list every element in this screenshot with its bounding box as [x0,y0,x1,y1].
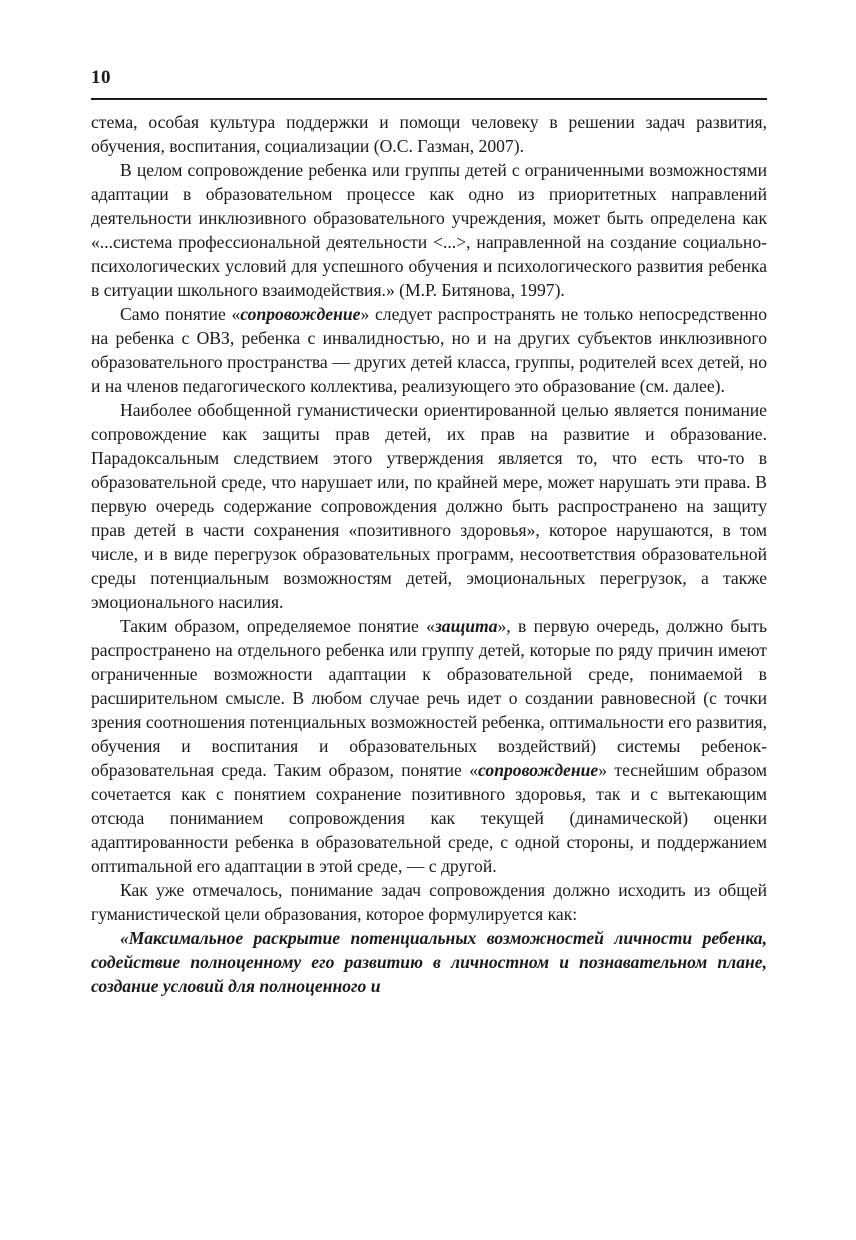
paragraph [91,614,767,878]
body-text [91,110,767,998]
paragraph [91,398,767,614]
text-run: В целом сопровождение ребенка или группы детей с ограниченными возможностями адаптации в образовательном процессе как одно из приоритетных направлений деятельности инклюзивного образовательного учреждения, может быть определена как «...система профессиональной деятельности <...>, направленной на создание социально-психологических условий для успешного обучения и психологического развития ребенка в ситуации школьного взаимодействия.» (М.Р. Битянова, 1997). [91,160,767,300]
text-run: » теснейшим образом сочетается как с понятием сохранение позитивного здоровья, так и с вытекающим отсюда пониманием сопровождения как текущей (динамической) оценки адаптированности ребенка в образовательной среде, с одной стороны, и поддержанием оптиmальной его адаптации в этой среде, — с другой. [91,760,768,876]
paragraph [91,926,767,998]
paragraph [91,302,767,398]
header-rule [91,98,767,100]
book-page [91,66,767,998]
paragraph [91,878,767,926]
text-run: » следует распространять не только непосредственно на ребенка с ОВЗ, ребенка с инвалидностью, но и на других субъектов инклюзивного образовательного пространства — других детей класса, группы, родителей всех детей, но и на членов педагогического коллектива, реализующего это образование (см. далее). [91,304,767,396]
text-run: Как уже отмечалось, понимание задач сопровождения должно исходить из общей гуманистической цели образования, которое формулируется как: [91,880,767,924]
text-run: Таким образом, определяемое понятие « [120,616,435,636]
emphasized-term: «Максимальное раскрытие потенциальных возможностей личности ребенка, содействие полноценному его развитию в личностном и познавательном плане, создание условий для полноценного и [91,928,767,996]
text-run: », в первую очередь, должно быть распространено на отдельного ребенка или группу детей, которые по ряду причин имеют ограниченные возможности адаптации к образовательной среде, понимаемой в расширительном смысле. В любом случае речь идет о создании равновесной (с точки зрения соотношения потенциальных возможностей ребенка, оптимальности его развития, обучения и воспитания и образовательных воздействий) системы ребенок-образовательная среда. Таким образом, понятие « [91,616,767,780]
page-number: 10 [91,67,111,88]
paragraph [91,158,767,302]
emphasized-term: защита [434,616,498,636]
text-run: Наиболее обобщенной гуманистически ориентированной целью является понимание сопровождение как защиты прав детей, их прав на развитие и образование. Парадоксальным следствием этого утверждения является то, что есть что-то в образовательной среде, что нарушает или, по крайней мере, может нарушать эти права. В первую очередь содержание сопровождения должно быть распространено на защиту прав детей в части сохранения «позитивного здоровья», которое нарушаются, в том числе, и в виде перегрузок образовательных программ, несоответствия образовательной среды потенциальным возможностям детей, эмоциональных перегрузок, а также эмоционального насилия. [91,400,767,612]
text-run: стема, особая культура поддержки и помощи человеку в решении задач развития, обучения, воспитания, социализации (О.С. Газман, 2007). [91,112,767,156]
paragraph [91,110,767,158]
text-run: Само понятие « [120,304,241,324]
emphasized-term: сопровождение [478,760,599,780]
emphasized-term: сопровождение [240,304,361,324]
